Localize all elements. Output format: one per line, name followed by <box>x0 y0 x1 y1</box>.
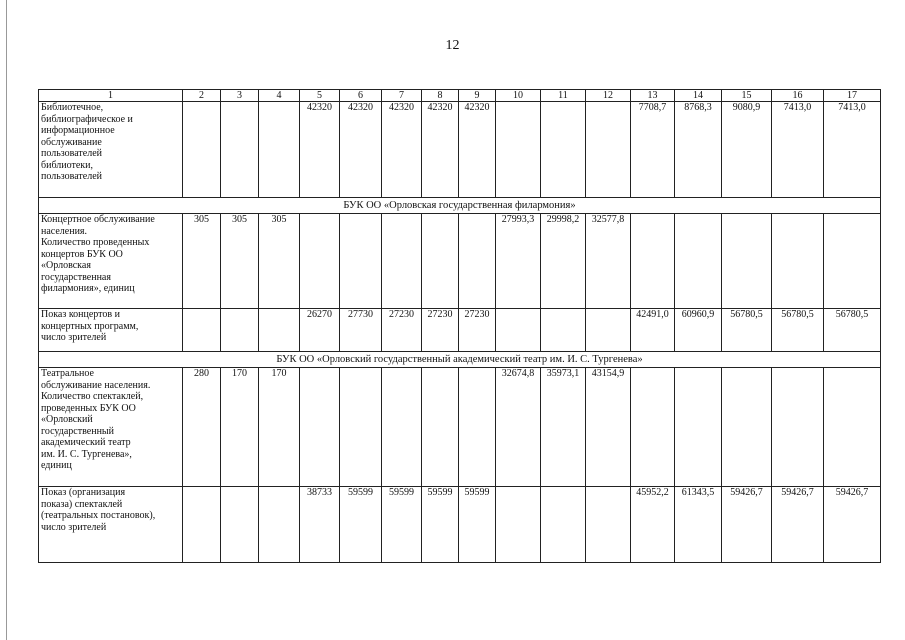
value-cell <box>259 102 300 198</box>
value-cell <box>772 368 824 487</box>
value-cell: 42320 <box>382 102 422 198</box>
header-cell: 16 <box>772 90 824 102</box>
value-cell: 7413,0 <box>824 102 881 198</box>
header-cell: 5 <box>300 90 340 102</box>
value-cell <box>183 309 221 352</box>
section-title: БУК ОО «Орловская государственная филармония» <box>39 198 881 214</box>
table-row <box>39 102 881 198</box>
table-header-row <box>39 90 881 102</box>
value-cell <box>675 368 722 487</box>
value-cell <box>459 368 496 487</box>
value-cell: 59599 <box>422 487 459 563</box>
value-cell: 61343,5 <box>675 487 722 563</box>
value-cell <box>496 309 541 352</box>
value-cell <box>631 368 675 487</box>
value-cell <box>300 214 340 309</box>
service-name-cell: Библиотечное, библиографическое и информационное обслуживание пользователей библиотеки, пользователей <box>39 102 183 198</box>
value-cell <box>496 102 541 198</box>
value-cell <box>541 487 586 563</box>
value-cell <box>586 309 631 352</box>
value-cell <box>541 102 586 198</box>
value-cell <box>340 214 382 309</box>
header-cell: 2 <box>183 90 221 102</box>
value-cell: 32674,8 <box>496 368 541 487</box>
header-cell: 17 <box>824 90 881 102</box>
value-cell: 29998,2 <box>541 214 586 309</box>
value-cell <box>183 487 221 563</box>
value-cell: 305 <box>183 214 221 309</box>
header-cell: 8 <box>422 90 459 102</box>
value-cell <box>586 487 631 563</box>
value-cell <box>631 214 675 309</box>
value-cell: 60960,9 <box>675 309 722 352</box>
header-cell: 9 <box>459 90 496 102</box>
value-cell <box>675 214 722 309</box>
page-number: 12 <box>445 38 460 53</box>
value-cell <box>382 214 422 309</box>
value-cell: 59599 <box>459 487 496 563</box>
page-margin-line <box>6 0 7 640</box>
service-name-cell: Показ (организация показа) спектаклей (театральных постановок), число зрителей <box>39 487 183 563</box>
value-cell: 170 <box>221 368 259 487</box>
value-cell: 42491,0 <box>631 309 675 352</box>
value-cell <box>586 102 631 198</box>
header-cell: 11 <box>541 90 586 102</box>
value-cell: 7708,7 <box>631 102 675 198</box>
value-cell <box>496 487 541 563</box>
value-cell: 9080,9 <box>722 102 772 198</box>
table-row <box>39 487 881 563</box>
value-cell: 305 <box>221 214 259 309</box>
value-cell <box>259 309 300 352</box>
value-cell: 59426,7 <box>722 487 772 563</box>
value-cell: 7413,0 <box>772 102 824 198</box>
value-cell: 42320 <box>300 102 340 198</box>
value-cell <box>459 214 496 309</box>
value-cell: 305 <box>259 214 300 309</box>
header-cell: 4 <box>259 90 300 102</box>
header-cell: 3 <box>221 90 259 102</box>
service-name-cell: Показ концертов и концертных программ, число зрителей <box>39 309 183 352</box>
value-cell: 27230 <box>459 309 496 352</box>
value-cell: 27230 <box>382 309 422 352</box>
header-cell: 6 <box>340 90 382 102</box>
value-cell: 59426,7 <box>824 487 881 563</box>
value-cell <box>722 368 772 487</box>
value-cell <box>422 214 459 309</box>
value-cell: 59599 <box>340 487 382 563</box>
value-cell: 45952,2 <box>631 487 675 563</box>
value-cell <box>259 487 300 563</box>
value-cell <box>300 368 340 487</box>
value-cell <box>722 214 772 309</box>
value-cell: 42320 <box>459 102 496 198</box>
table-row <box>39 368 881 487</box>
value-cell <box>382 368 422 487</box>
value-cell: 32577,8 <box>586 214 631 309</box>
value-cell <box>422 368 459 487</box>
header-cell: 14 <box>675 90 722 102</box>
value-cell <box>221 487 259 563</box>
value-cell <box>824 214 881 309</box>
section-header-row <box>39 198 881 214</box>
value-cell <box>221 309 259 352</box>
value-cell: 56780,5 <box>722 309 772 352</box>
value-cell: 27730 <box>340 309 382 352</box>
header-cell: 12 <box>586 90 631 102</box>
value-cell: 26270 <box>300 309 340 352</box>
table-row <box>39 214 881 309</box>
value-cell: 56780,5 <box>772 309 824 352</box>
value-cell <box>221 102 259 198</box>
value-cell <box>824 368 881 487</box>
value-cell <box>183 102 221 198</box>
value-cell: 170 <box>259 368 300 487</box>
value-cell <box>772 214 824 309</box>
header-cell: 15 <box>722 90 772 102</box>
value-cell: 59599 <box>382 487 422 563</box>
header-cell: 10 <box>496 90 541 102</box>
value-cell: 38733 <box>300 487 340 563</box>
value-cell: 42320 <box>340 102 382 198</box>
value-cell: 280 <box>183 368 221 487</box>
service-name-cell: Концертное обслуживание населения. Количество проведенных концертов БУК ОО «Орловская государственная филармония», единиц <box>39 214 183 309</box>
section-header-row <box>39 352 881 368</box>
header-cell: 7 <box>382 90 422 102</box>
header-cell: 13 <box>631 90 675 102</box>
value-cell: 43154,9 <box>586 368 631 487</box>
value-cell: 42320 <box>422 102 459 198</box>
value-cell: 56780,5 <box>824 309 881 352</box>
header-cell: 1 <box>39 90 183 102</box>
value-cell: 27993,3 <box>496 214 541 309</box>
value-cell: 35973,1 <box>541 368 586 487</box>
value-cell: 59426,7 <box>772 487 824 563</box>
value-cell <box>541 309 586 352</box>
data-table <box>38 89 881 563</box>
value-cell: 27230 <box>422 309 459 352</box>
table-row <box>39 309 881 352</box>
value-cell <box>340 368 382 487</box>
value-cell: 8768,3 <box>675 102 722 198</box>
service-name-cell: Театральное обслуживание населения. Количество спектаклей, проведенных БУК ОО «Орловский государственный академический театр им. И. С. Тургенева», единиц <box>39 368 183 487</box>
section-title: БУК ОО «Орловский государственный академический театр им. И. С. Тургенева» <box>39 352 881 368</box>
